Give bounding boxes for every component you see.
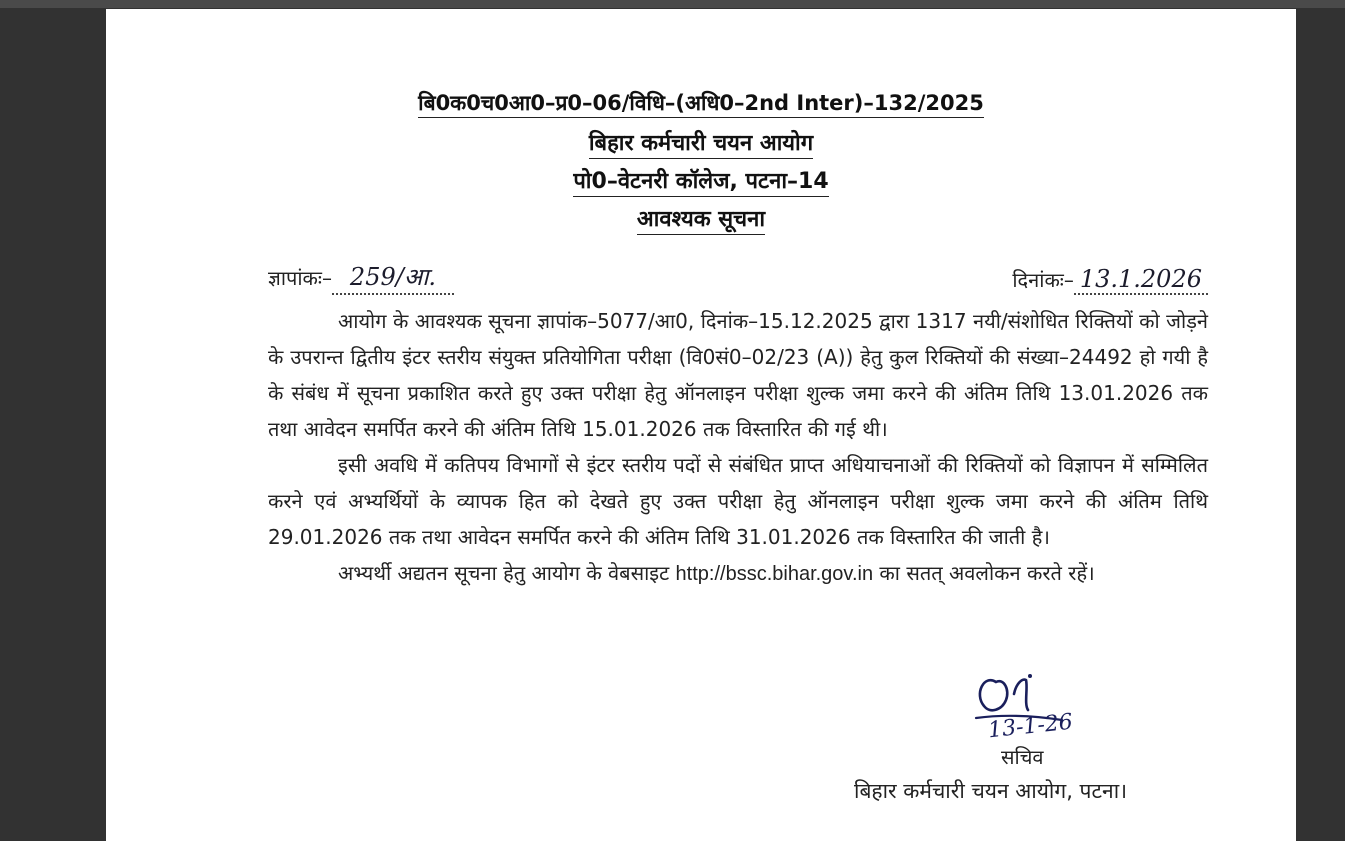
signatory-organization: बिहार कर्मचारी चयन आयोग, पटना। — [854, 779, 1128, 803]
paragraph-3-text-after: का सतत् अवलोकन करते रहें। — [873, 561, 1095, 585]
notice-body — [268, 303, 1208, 592]
paragraph-1: आयोग के आवश्यक सूचना ज्ञापांक–5077/आ0, दिनांक–15.12.2025 द्वारा 1317 नयी/संशोधित रिक्तियों को जोड़ने के उपरान्त द्वितीय इंटर स्तरीय संयुक्त प्रतियोगिता परीक्षा (वि0सं0–02/23 (A)) हेतु कुल रिक्तियों की संख्या–24492 हो गयी है के संबंध में सूचना प्रकाशित करते हुए उक्त परीक्षा हेतु ऑनलाइन परीक्षा शुल्क जमा करने की अंतिम तिथि 13.01.2026 तक तथा आवेदन समर्पित करने की अंतिम तिथि 15.01.2026 तक विस्तारित की गई थी। — [268, 309, 1208, 441]
organization-heading — [106, 127, 1296, 157]
organization-address: पो0–वेटनरी कॉलेज, पटना–14 — [573, 169, 828, 197]
paragraph-2: इसी अवधि में कतिपय विभागों से इंटर स्तरीय पदों से संबंधित प्राप्त अधियाचनाओं की रिक्तियों को विज्ञापन में सम्मिलित करने एवं अभ्यर्थियों के व्यापक हित को देखते हुए उक्त परीक्षा हेतु ऑनलाइन परीक्षा शुल्क जमा करने की अंतिम तिथि 29.01.2026 तक तथा आवेदन समर्पित करने की अंतिम तिथि 31.01.2026 तक विस्तारित की जाती है। — [268, 453, 1208, 549]
notice-title: आवश्यक सूचना — [637, 207, 765, 235]
reference-number: बि0क0च0आ0–प्र0–06/विधि–(अधि0–2nd Inter)–132/2025 — [418, 91, 984, 118]
reference-number-line — [106, 89, 1296, 117]
date-label: दिनांकः– — [1012, 268, 1074, 292]
website-link[interactable]: http://bssc.bihar.gov.in — [675, 563, 874, 585]
signatory-title: सचिव — [1001, 745, 1044, 769]
signature-date: 13-1-26 — [986, 709, 1074, 744]
memo-date-row — [268, 261, 1208, 295]
document-page — [106, 9, 1296, 841]
viewer-top-strip — [0, 0, 1345, 8]
handwritten-signature — [966, 664, 1106, 754]
paragraph-3 — [268, 555, 1208, 592]
date-handwritten: 13.1.2026 — [1074, 265, 1208, 295]
address-heading — [106, 165, 1296, 195]
memo-label: ज्ञापांकः– — [268, 266, 332, 290]
date-block — [1012, 265, 1208, 295]
notice-title-heading — [106, 203, 1296, 233]
memo-number-block — [268, 260, 454, 295]
organization-name: बिहार कर्मचारी चयन आयोग — [589, 131, 813, 159]
paragraph-3-text-before: अभ्यर्थी अद्यतन सूचना हेतु आयोग के वेबसाइट — [338, 561, 676, 585]
memo-number-handwritten: 259/आ. — [332, 260, 454, 295]
